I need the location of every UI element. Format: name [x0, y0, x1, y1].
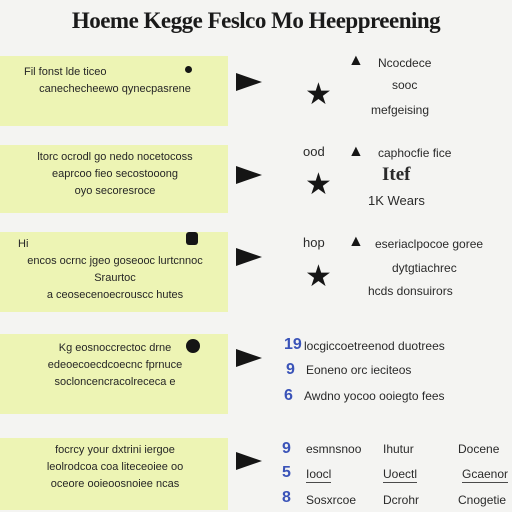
triangle-icon: ▲ [348, 52, 364, 69]
note-line: focrcy your dxtrini iergoe [55, 444, 175, 456]
list-number: 5 [282, 464, 291, 481]
arrow-right-icon [236, 248, 262, 266]
table-cell [383, 466, 417, 483]
note-line: encos ocrnc jgeo goseooc lurtcnnoc [27, 255, 203, 267]
right-text: mefgeising [371, 103, 430, 117]
star-icon: ★ [305, 260, 332, 293]
table-cell [458, 441, 499, 457]
cell-text: Cnogetie [458, 493, 507, 507]
table-cell [458, 492, 506, 508]
list-item: Eoneno orc ieciteos [306, 363, 412, 377]
note-line: a ceosecenoecrouscc hutes [46, 289, 184, 301]
list-number: 9 [286, 361, 295, 378]
right-text: eseriaclpocoe goree [375, 237, 484, 251]
note-line: Fil fonst lde ticeo [24, 66, 107, 78]
right-text: 1K Wears [368, 193, 425, 208]
note-line: socloncencracolrececa e [54, 376, 176, 388]
right-text: caphocfie fice [378, 146, 452, 160]
table-cell [306, 441, 361, 457]
note-line: oyo secoresroce [74, 185, 156, 197]
note-line: canechecheewo qynecpasrene [39, 83, 191, 95]
cell-text: Ioocl [306, 467, 332, 481]
note-line: Sraurtoc [94, 272, 136, 284]
right-text: hop [303, 235, 325, 250]
cell-text: Gcaenor [462, 467, 509, 481]
table-cell [383, 441, 414, 457]
arrow-right-icon [236, 73, 262, 91]
note-line: eaprcoo fieo secostooong [52, 168, 178, 180]
right-text: ood [303, 144, 325, 159]
square-bullet-icon [186, 232, 198, 245]
note-card-5 [0, 438, 228, 510]
star-icon: ★ [305, 78, 332, 111]
arrow-right-icon [236, 452, 262, 470]
arrow-right-icon [236, 349, 262, 367]
right-text: Itef [382, 164, 411, 185]
triangle-icon: ▲ [348, 143, 364, 160]
note-line: leolrodcoa coa liteceoiee oo [46, 461, 184, 473]
cell-text: esmnsnoo [306, 442, 362, 456]
list-number: 6 [284, 387, 293, 404]
cell-text: Sosxrcoe [306, 493, 357, 507]
table-cell [462, 466, 508, 483]
cell-text: Dcrohr [383, 493, 420, 507]
page-title: Hoeme Kegge Feslco Mo Heeppreening [71, 8, 441, 33]
right-text: hcds donsuirors [368, 284, 453, 298]
table-cell [306, 492, 356, 508]
list-number: 19 [284, 336, 302, 353]
note-line: Kg eosnoccrectoc drne [58, 342, 172, 354]
list-number: 9 [282, 440, 291, 457]
note-line: Hi [18, 238, 29, 250]
right-text: dytgtiachrec [392, 261, 457, 275]
right-text: sooc [392, 78, 418, 92]
note-card-2 [0, 145, 228, 213]
right-text: Ncocdece [378, 56, 432, 70]
star-icon: ★ [305, 168, 332, 201]
bullet-dot-icon [186, 339, 200, 353]
table-cell [306, 466, 331, 483]
cell-text: Docene [458, 442, 500, 456]
list-number: 8 [282, 489, 291, 506]
note-line: ltorc ocrodl go nedo nocetocoss [37, 151, 193, 163]
list-item: locgiccoetreenod duotrees [304, 339, 445, 353]
cell-text: Ihutur [383, 442, 414, 456]
note-line: edeoecoecdcoecnc fprnuce [47, 359, 183, 371]
cell-text: Uoectl [383, 467, 418, 481]
table-cell [383, 492, 419, 508]
note-card-1 [0, 56, 228, 126]
bullet-dot-icon [185, 66, 192, 73]
list-item: Awdno yocoo ooiegto fees [304, 389, 445, 403]
triangle-icon: ▲ [348, 233, 364, 250]
note-line: oceore ooieoosnoiee ncas [50, 478, 180, 490]
arrow-right-icon [236, 166, 262, 184]
